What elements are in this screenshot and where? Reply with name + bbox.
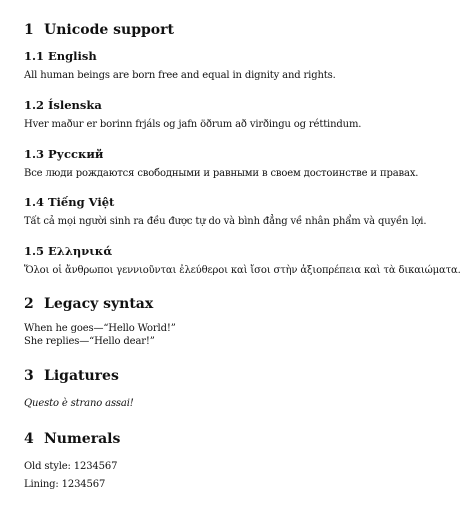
section-title: Numerals <box>44 431 121 447</box>
section-title: Legacy syntax <box>44 296 154 312</box>
section-title: Ligatures <box>44 368 119 384</box>
paragraph: All human beings are born free and equal in dignity and rights. <box>24 70 336 81</box>
subsection-heading <box>24 195 114 209</box>
subsection-title: Íslenska <box>48 98 102 112</box>
subsection-heading <box>24 244 112 258</box>
subsection-number: 1.1 <box>24 49 45 63</box>
section-heading <box>24 22 174 38</box>
section-title: Unicode support <box>44 22 174 38</box>
subsection-number: 1.2 <box>24 98 45 112</box>
section-number: 3 <box>24 368 34 384</box>
paragraph: Все люди рождаются свободными и равными в своем достоинстве и правах. <box>24 168 419 179</box>
paragraph: Questo è strano assai! <box>24 398 134 409</box>
subsection-title: Ελληνικά <box>48 244 113 258</box>
paragraph: Ὅλοι οἱ ἄνθρωποι γεννιοῦνται ἐλεύθεροι καὶ ἴσοι στὴν ἀξιοπρέπεια καὶ τὰ δικαιώματα. <box>24 265 461 276</box>
subsection-title: Русский <box>48 147 104 161</box>
section-number: 2 <box>24 296 34 312</box>
subsection-title: English <box>48 49 97 63</box>
section-heading <box>24 431 120 447</box>
subsection-heading <box>24 147 103 161</box>
subsection-heading <box>24 98 102 112</box>
section-heading <box>24 296 153 312</box>
subsection-number: 1.3 <box>24 147 45 161</box>
paragraph: Tất cả mọi người sinh ra đều được tự do và bình đẳng về nhân phẩm và quyền lợi. <box>24 216 427 227</box>
paragraph: Hver maður er borinn frjáls og jafn öðrum að virðingu og réttindum. <box>24 119 362 130</box>
paragraph-line: Lining: 1234567 <box>24 479 106 490</box>
subsection-title: Tiếng Việt <box>48 195 115 209</box>
paragraph-line: She replies—“Hello dear!” <box>24 336 155 347</box>
section-number: 1 <box>24 22 34 38</box>
section-heading <box>24 368 119 384</box>
section-number: 4 <box>24 431 34 447</box>
subsection-heading <box>24 49 97 63</box>
paragraph-line: Old style: 1234567 <box>24 461 118 472</box>
paragraph-line: When he goes—“Hello World!” <box>24 323 176 334</box>
subsection-number: 1.4 <box>24 195 45 209</box>
subsection-number: 1.5 <box>24 244 45 258</box>
